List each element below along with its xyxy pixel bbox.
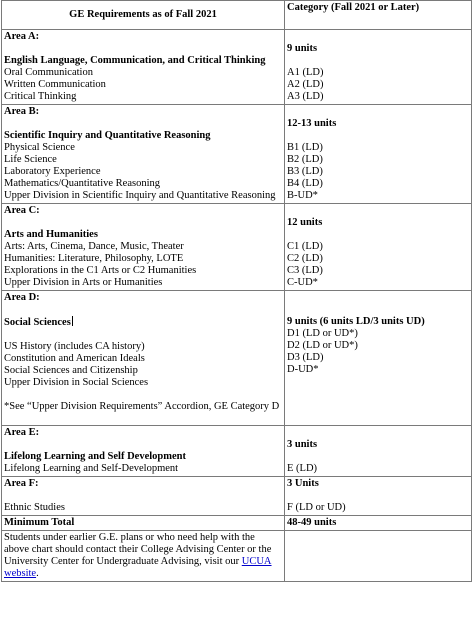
area-f-units: 3 Units	[287, 478, 319, 489]
area-f-left	[2, 477, 285, 516]
area-d-row	[2, 291, 472, 426]
area-d-title: Area D:	[4, 292, 40, 303]
area-a-units: 9 units	[287, 43, 318, 54]
header-category: Category (Fall 2021 or Later)	[285, 1, 472, 30]
area-d-note: *See “Upper Division Requirements” Accordion, GE Category D	[4, 401, 280, 412]
footer-empty-cell	[285, 531, 472, 582]
footer-cell	[2, 531, 285, 582]
ucua-website-link[interactable]: UCUA website	[4, 556, 272, 579]
area-f-row	[2, 477, 472, 516]
ge-requirements-table	[1, 0, 472, 582]
area-b-subtitle: Scientific Inquiry and Quantitative Reasoning	[4, 130, 211, 141]
area-e-subtitle: Lifelong Learning and Self Development	[4, 451, 187, 462]
area-d-code: D3 (LD)	[287, 352, 324, 363]
area-c-code: C1 (LD)	[287, 241, 323, 252]
area-a-item: Written Communication	[4, 79, 106, 90]
total-row	[2, 516, 472, 531]
area-e-item: Lifelong Learning and Self-Development	[4, 463, 179, 474]
area-a-code: A1 (LD)	[287, 67, 324, 78]
area-d-code: D2 (LD or UD*)	[287, 340, 358, 351]
footer-end: .	[36, 568, 39, 579]
area-e-units: 3 units	[287, 439, 318, 450]
area-c-row	[2, 204, 472, 291]
area-b-code: B1 (LD)	[287, 142, 323, 153]
area-a-item: Oral Communication	[4, 67, 93, 78]
area-e-title: Area E:	[4, 427, 40, 438]
area-b-units: 12-13 units	[287, 118, 337, 129]
area-b-row	[2, 105, 472, 204]
area-b-code: B3 (LD)	[287, 166, 323, 177]
area-c-code: C3 (LD)	[287, 265, 323, 276]
area-d-right	[285, 291, 472, 426]
area-a-subtitle: English Language, Communication, and Critical Thinking	[4, 55, 266, 66]
area-c-right	[285, 204, 472, 291]
area-e-code: E (LD)	[287, 463, 318, 474]
area-c-left	[2, 204, 285, 291]
area-c-units: 12 units	[287, 217, 323, 228]
area-e-row	[2, 426, 472, 477]
area-a-left	[2, 30, 285, 105]
total-value: 48-49 units	[285, 516, 472, 531]
area-f-title: Area F:	[4, 478, 39, 489]
area-a-code: A3 (LD)	[287, 91, 324, 102]
area-b-right	[285, 105, 472, 204]
area-c-item: Explorations in the C1 Arts or C2 Humanities	[4, 265, 197, 276]
area-d-code: D1 (LD or UD*)	[287, 328, 358, 339]
area-d-item: Social Sciences and Citizenship	[4, 365, 138, 376]
area-d-left	[2, 291, 285, 426]
area-a-title: Area A:	[4, 31, 40, 42]
area-c-item: Upper Division in Arts or Humanities	[4, 277, 163, 288]
area-a-code: A2 (LD)	[287, 79, 324, 90]
header-requirements: GE Requirements as of Fall 2021	[2, 1, 285, 30]
area-b-code: B4 (LD)	[287, 178, 323, 189]
area-f-code: F (LD or UD)	[287, 502, 346, 513]
area-b-item: Mathematics/Quantitative Reasoning	[4, 178, 161, 189]
area-b-code: B-UD*	[287, 190, 318, 201]
area-a-right	[285, 30, 472, 105]
area-c-title: Area C:	[4, 205, 40, 216]
total-label: Minimum Total	[2, 516, 285, 531]
area-f-item: Ethnic Studies	[4, 502, 65, 513]
area-f-right	[285, 477, 472, 516]
area-d-units: 9 units (6 units LD/3 units UD)	[287, 316, 425, 327]
area-c-code: C2 (LD)	[287, 253, 323, 264]
footer-text: Students under earlier G.E. plans or who need help with the above chart should contact their College Advising Center or the University Center for Undergraduate Advising, visit our	[4, 532, 272, 567]
area-e-left	[2, 426, 285, 477]
footer-row	[2, 531, 472, 582]
area-b-item: Life Science	[4, 154, 57, 165]
text-cursor	[72, 316, 73, 326]
area-c-item: Arts: Arts, Cinema, Dance, Music, Theater	[4, 241, 184, 252]
area-c-item: Humanities: Literature, Philosophy, LOTE	[4, 253, 184, 264]
area-b-item: Upper Division in Scientific Inquiry and Quantitative Reasoning	[4, 190, 276, 201]
header-row	[2, 1, 472, 30]
area-d-item: Constitution and American Ideals	[4, 353, 145, 364]
area-d-item: US History (includes CA history)	[4, 341, 145, 352]
area-e-right	[285, 426, 472, 477]
area-d-subtitle: Social Sciences	[4, 317, 71, 328]
area-a-item: Critical Thinking	[4, 91, 77, 102]
area-c-code: C-UD*	[287, 277, 318, 288]
area-a-row	[2, 30, 472, 105]
area-d-code: D-UD*	[287, 364, 319, 375]
area-b-item: Laboratory Experience	[4, 166, 101, 177]
area-d-item: Upper Division in Social Sciences	[4, 377, 149, 388]
area-b-left	[2, 105, 285, 204]
area-c-subtitle: Arts and Humanities	[4, 229, 98, 240]
area-b-title: Area B:	[4, 106, 40, 117]
area-b-item: Physical Science	[4, 142, 75, 153]
area-b-code: B2 (LD)	[287, 154, 323, 165]
